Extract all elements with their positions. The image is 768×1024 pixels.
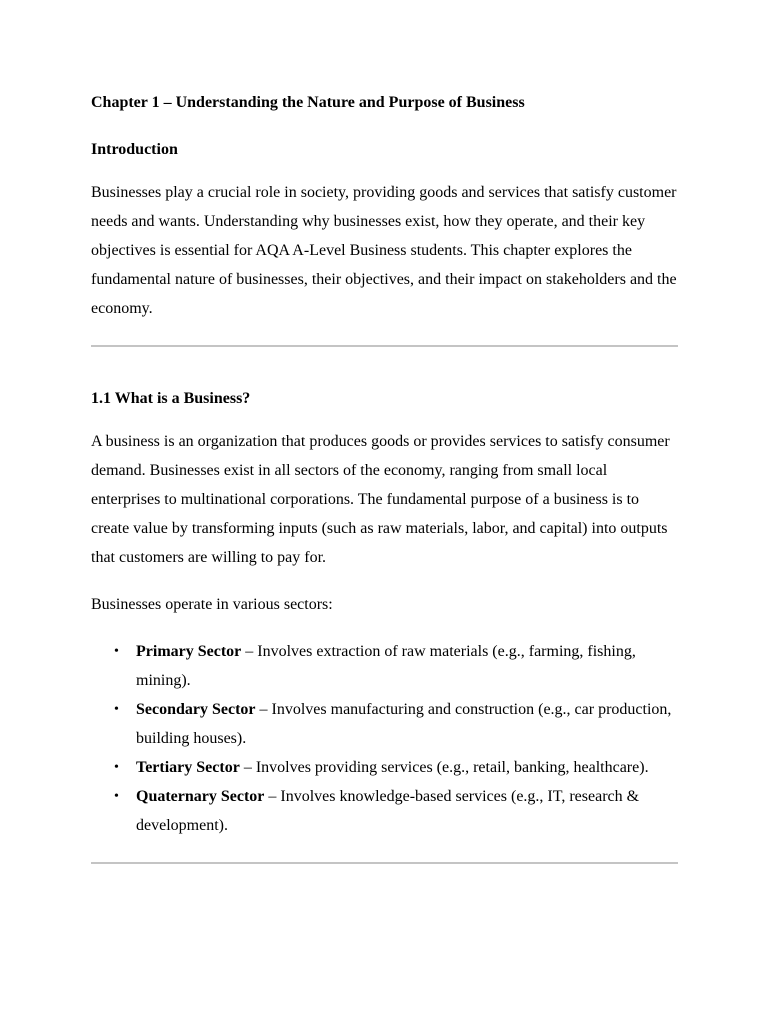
section-heading-what-is-a-business: 1.1 What is a Business?: [91, 390, 251, 407]
sectors-intro-text: Businesses operate in various sectors:: [91, 596, 333, 613]
sector-description: – Involves manufacturing and construction (e.g., car production, building houses).: [136, 701, 672, 747]
sector-name: Quaternary Sector: [136, 788, 265, 805]
bullet-icon: •: [114, 789, 119, 804]
section-paragraph: A business is an organization that produces goods or provides services to satisfy consumer demand. Businesses exist in all sectors of the economy, ranging from small local enterprises to multinational corporations. The fundamental purpose of a business is to create value by transforming inputs (such as raw materials, labor, and capital) into outputs that customers are willing to pay for.: [91, 433, 670, 566]
sector-list-item-tertiary: [114, 753, 678, 782]
section-divider: [91, 862, 678, 864]
bullet-icon: •: [114, 644, 119, 659]
sector-name: Primary Sector: [136, 643, 242, 660]
sector-description: – Involves providing services (e.g., retail, banking, healthcare).: [239, 759, 649, 776]
section-divider: [91, 345, 678, 347]
introduction-paragraph: Businesses play a crucial role in society, providing goods and services that satisfy customer needs and wants. Understanding why businesses exist, how they operate, and their key objectives is essential for AQA A-Level Business students. This chapter explores the fundamental nature of businesses, their objectives, and their impact on stakeholders and the economy.: [91, 184, 677, 317]
bullet-icon: •: [114, 702, 119, 717]
sector-description: – Involves knowledge-based services (e.g., IT, research & development).: [136, 788, 640, 834]
introduction-heading: Introduction: [91, 141, 178, 158]
sector-description: – Involves extraction of raw materials (e.g., farming, fishing, mining).: [136, 643, 636, 689]
bullet-icon: •: [114, 760, 119, 775]
chapter-title: Chapter 1 – Understanding the Nature and Purpose of Business: [91, 94, 525, 111]
sector-name: Tertiary Sector: [136, 759, 240, 776]
sector-list-item-primary: [114, 637, 678, 695]
sector-list-item-secondary: [114, 695, 678, 753]
sector-list-item-quaternary: [114, 782, 678, 840]
sector-list: [91, 637, 678, 840]
sector-name: Secondary Sector: [136, 701, 256, 718]
